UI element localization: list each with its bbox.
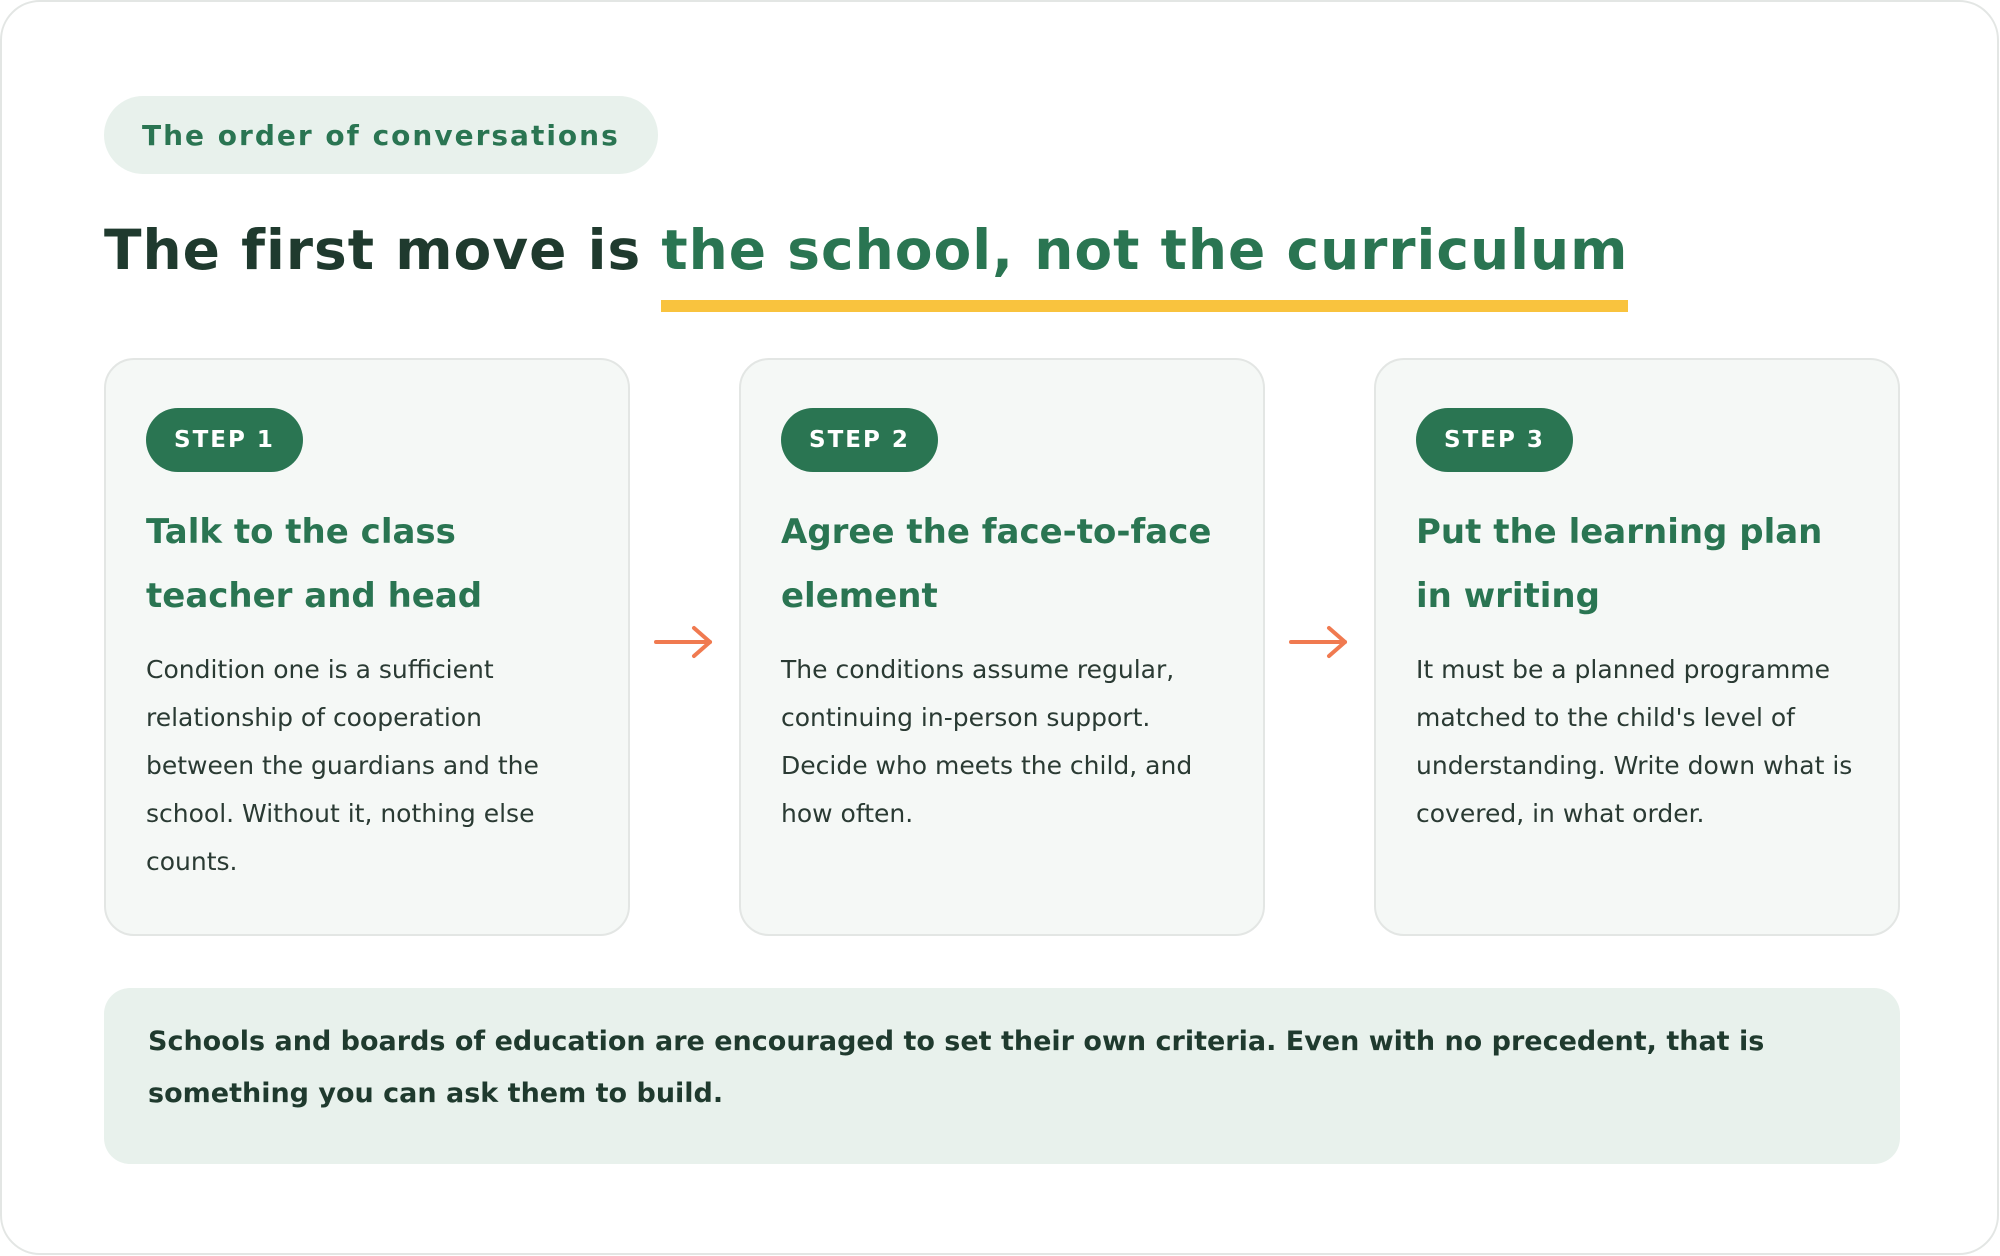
page-title-accent: the school, not the curriculum (661, 214, 1628, 312)
callout-text: Schools and boards of education are encouraged to set their own criteria. Even with no precedent, that is something you can ask them to build. (148, 1026, 1765, 1109)
section-kicker-label: The order of conversations (142, 118, 620, 152)
step-badge: STEP 2 (781, 408, 938, 472)
step-card-2 (739, 358, 1265, 936)
step-description: The conditions assume regular, continuing in-person support. Decide who meets the child, and how often. (781, 655, 1193, 828)
step-card-1 (104, 358, 630, 936)
page-title (104, 214, 1628, 312)
arrow-right-icon (1289, 622, 1349, 662)
step-badge: STEP 1 (146, 408, 303, 472)
arrow-right-icon (654, 622, 714, 662)
step-title: Put the learning plan in writing (1416, 512, 1823, 616)
step-description: It must be a planned programme matched to the child's level of understanding. Write down what is covered, in what order. (1416, 655, 1853, 828)
step-title: Talk to the class teacher and head (146, 512, 483, 616)
step-card-3 (1374, 358, 1900, 936)
section-kicker (104, 96, 658, 174)
step-title: Agree the face-to-face element (781, 512, 1212, 616)
callout-note (104, 988, 1900, 1164)
page-title-lead: The first move is (104, 218, 662, 282)
step-description: Condition one is a sufficient relationship of cooperation between the guardians and the school. Without it, nothing else counts. (146, 655, 539, 876)
step-badge: STEP 3 (1416, 408, 1573, 472)
